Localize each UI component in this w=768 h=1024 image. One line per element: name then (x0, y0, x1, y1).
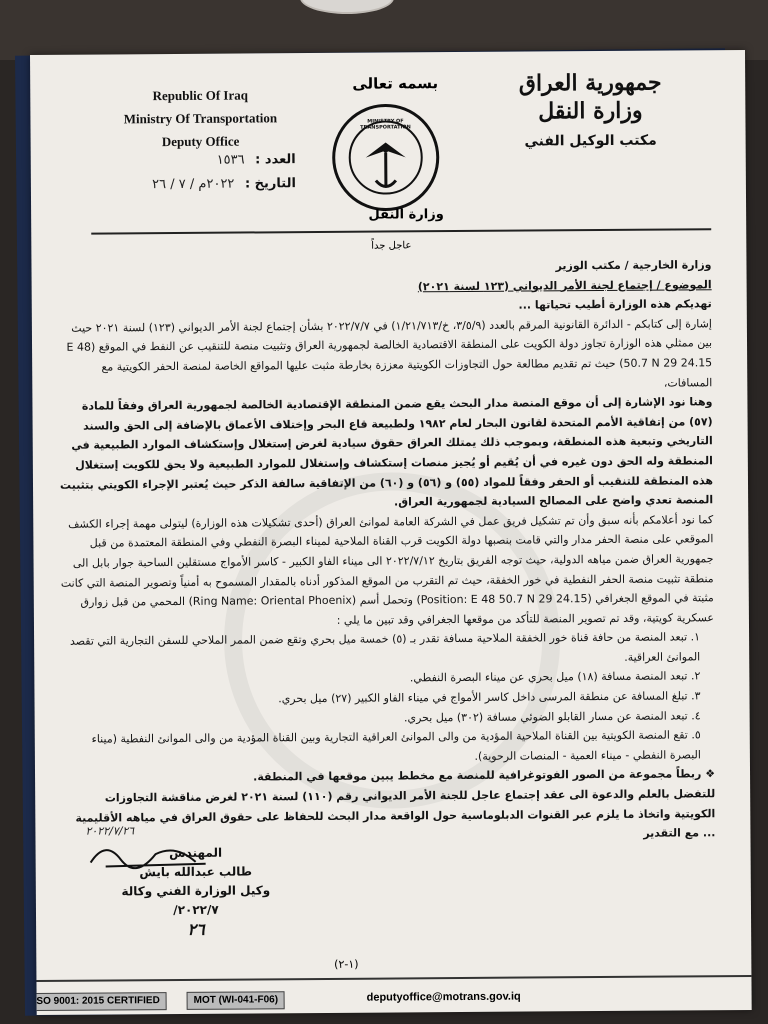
header-english (100, 83, 300, 153)
handwritten-date: ٢٠٢٢/٧/٢٦ (85, 824, 135, 838)
list-item: ٤. تبعد المنصة عن مسار القابلو الضوئي مسافة (٣٠٢) ميل بحري. (403, 708, 701, 725)
addressee: وزارة الخارجية / مكتب الوزير (555, 258, 712, 273)
header-en-line: Ministry Of Transportation (123, 110, 278, 127)
letter-body (56, 255, 715, 847)
number-label: العدد : (255, 152, 296, 168)
greeting: تهديكم هذه الوزارة أطيب تحياتها ... (518, 297, 712, 312)
attachment-note: ❖ ربطاً مجموعة من الصور الفوتوغرافية للمنصة مع مخطط يبين موقعها في المنطقة. (253, 767, 716, 784)
subject: الموضوع / إجتماع لجنة الأمر الديواني (١٢٣ لسنة ٢٠٢١) (417, 277, 712, 293)
date-value: ٢٠٢٢م / ٧ / ٢٦ (152, 176, 235, 193)
basmala: بسمه تعالى (352, 74, 439, 93)
signatory-title: المهندس (169, 845, 223, 861)
handwritten-day: ٢٦ (187, 919, 205, 939)
department-name: مكتب الوكيل الفني (524, 132, 657, 150)
list-item: ١. تبعد المنصة من حافة قناة خور الخفقة الملاحية مسافة تقدر بـ (٥) خمسة ميل بحري وتقع ضمن الممر الملاحي للسفن التجارية التي تقصد الموانئ العراقية. (69, 630, 701, 664)
footer-email: deputyoffice@motrans.gov.iq (366, 990, 521, 1004)
reference-number (116, 148, 296, 173)
header-en-line: Republic Of Iraq (152, 87, 249, 104)
list-item: ٥. تقع المنصة الكويتية بين القناة الملاحية المؤدية من والى الموانئ العراقية التجارية وبين القناة المؤدية من والى الموانئ النفطية (ميناء البصرة النفطي - ميناء العمية - المنصات الرحوية). (91, 728, 701, 763)
paragraph: وهنا نود الإشارة إلى أن موقع المنصة مدار البحث يقع ضمن المنطقة الإقتصادية الخالصة لجمهورية العراق وفقاً للمادة (٥٧) من إتفاقية الأمم المتحدة لقانون البحار لعام ١٩٨٢ ولطبيعة قاع البحر وإختلاف الأعماق بالإضافة إلى الحق والسند التاريخي وتبعية هذه المنطقة، وبموجب ذلك يمتلك العراق حقوق سيادية لغرض إستغلال وإستكشاف الموارد الطبيعية في المنطقة وله الحق دون غيره في أن يُقيم أو يُجيز منصات إستكشاف وإستغلال للموارد الطبيعية ولا يحق للكويت إستغلال هذه المنطقة للتنقيب أو الحفر وفقاً للمواد (٥٥) و (٥٦) و (٦٠) من الإتفاقية سالفة الذكر حيث يُعتبر الإجراء الكويتي بتثبيت المنصة تعدي واضح على المصالح السيادية لجمهورية العراق. (59, 395, 714, 509)
footer-divider (36, 975, 751, 982)
document-page (30, 50, 752, 1015)
header-arabic (495, 68, 686, 149)
mot-badge: MOT (WI-041-F06) (187, 991, 286, 1010)
date-label: التاريخ : (244, 176, 296, 192)
header-ar-line: وزارة النقل (538, 97, 643, 125)
signature-block (96, 843, 297, 939)
reference-block (116, 148, 296, 197)
reference-date (116, 172, 296, 197)
page-number: (١-٢) (334, 957, 359, 971)
paragraph: كما نود أعلامكم بأنه سبق وأن تم تشكيل فريق عمل في الشركة العامة لموانئ العراق (أحدى تشكيلات هذه الوزارة) ليتولى مهمة إجراء الكشف الموقعي على منصة الحفر مدار والتي قامت بنصبها دولة الكويت قرب القناة الملاحية لميناء البصرة النفطي وفي المنطقة المعتمدة من قبل جمهورية العراق ضمن مياهه الدولية، حيث توجه الفريق بتاريخ ٢٠٢٢/٧/١٢ الى ميناء الفاو الكبير - كاسر الأمواج مستقلين الساحبة جوار بابل الى منطقة تثبيت منصة الحفر النفطية في خور الخفقة، حيث تم التقرب من الموقع المذكور أدناه بالمقدار المسموح به أمنياً وتصوير المنصة التي كانت مثبتة في الموقع الجغرافي (Position: E 48 50.7 N 29 24.15) وتحمل أسم (Ring Name: Oriental Phoenix) المحمي من قبل زوارق عسكرية كويتية، وقد تم تصوير المنصة للتأكد من موقعها الجغرافي وقد تبين ما يلي : (60, 512, 714, 627)
paragraph: إشارة إلى كتابكم - الدائرة القانونية المرقم بالعدد (٣/٥/٩، خ/١/٢١/٧١٣) في ٢٠٢٢/٧/٧ بشأن إجتماع لجنة الأمر الديواني (١٢٣) لسنة ٢٠٢١ حيث بين ممثلي هذه الوزارة تجاوز دولة الكويت على المنطقة الاقتصادية الخالصة لجمهورية العراق وتثبيت منصة للتنقيب عن النفط في الموقع (E 48 50.7 N 29 24.15) حيث تم تقديم مطالعة حول التجاوزات الكويتية معززة بخارطة مثبت عليها المواقع الخاصة لمنصة الحفر الكويتية مع المسافات، (66, 317, 713, 390)
signatory-role: وكيل الوزارة الفني وكالة (121, 883, 271, 899)
header-ar-line: جمهورية العراق (518, 69, 662, 97)
signature-date: ٢٠٢٢/٧/ (173, 902, 219, 918)
number-value: ١٥٣٦ (216, 152, 245, 168)
list-item: ٣. تبلغ المسافة عن منطقة المرسى داخل كاسر الأمواج في ميناء الفاو الكبير (٢٧) ميل بحري. (278, 689, 701, 706)
logo-text: MINISTRY OF TRANSPORTATION (360, 118, 411, 131)
list-item: ٢. تبعد المنصة مسافة (١٨) ميل بحري عن ميناء البصرة النفطي. (409, 669, 701, 685)
header-divider (91, 228, 711, 234)
closing: للتفضل بالعلم والدعوة الى عقد إجتماع عاجل للجنة الأمر الديواني رقم (١١٠) لسنة ٢٠٢١ لغرض مناقشة التجاوزات الكويتية واتخاذ ما يلزم عبر القنوات الدبلوماسية حول الواقعة مدار البحث للحفاظ على حقوق العراق في مياهه الأقليمية ... مع التقدير (75, 787, 716, 840)
header-en-line: Deputy Office (161, 133, 240, 150)
urgent-label: عاجل جداً (371, 240, 412, 252)
signatory-name: طالب عبدالله بايش (139, 864, 253, 880)
findings-list (59, 628, 715, 770)
ministry-name-ar: وزارة النقل (368, 207, 444, 223)
iso-badge: ISO 9001: 2015 CERTIFIED (30, 992, 167, 1011)
